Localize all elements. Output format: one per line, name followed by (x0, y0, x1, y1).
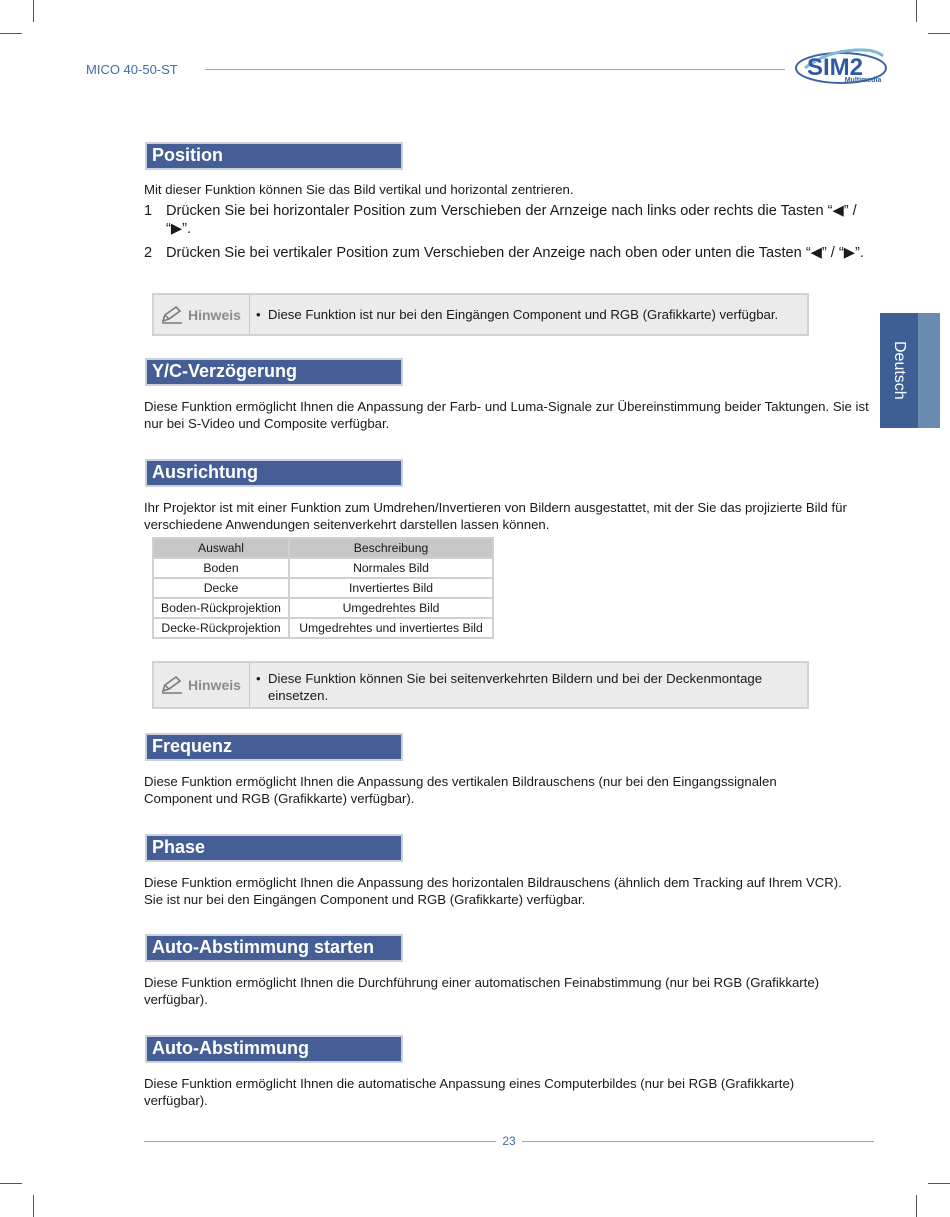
position-step-1 (144, 202, 879, 238)
crop-mark (0, 1183, 22, 1184)
table-row (153, 578, 493, 598)
auto-adjust-text: Diese Funktion ermöglicht Ihnen die automatische Anpassung eines Computerbildes (nur bei RGB (Grafikkarte) verfügbar). (144, 1076, 795, 1108)
section-title-auto-adjust: Auto-Abstimmung (145, 1035, 403, 1063)
table-cell: Normales Bild (289, 558, 493, 578)
note-label-text: Hinweis (188, 677, 241, 693)
note-text: Diese Funktion ist nur bei den Eingängen Component und RGB (Grafikkarte) verfügbar. (268, 307, 779, 322)
table-row (153, 618, 493, 638)
table-header-row (153, 538, 493, 558)
note-box-position (152, 293, 809, 336)
table-cell: Boden (153, 558, 289, 578)
crop-mark (916, 1195, 917, 1217)
crop-mark (0, 33, 22, 34)
table-cell: Umgedrehtes Bild (289, 598, 493, 618)
section-title-position: Position (145, 142, 403, 170)
logo-text: SIM2 (806, 54, 864, 81)
position-intro: Mit dieser Funktion können Sie das Bild vertikal und horizontal zentrieren. (144, 182, 574, 197)
crop-mark (928, 33, 950, 34)
page-number: 23 (502, 1134, 516, 1148)
table-row (153, 558, 493, 578)
table-header: Auswahl (153, 538, 289, 558)
crop-mark (33, 0, 34, 22)
note-body (250, 295, 807, 334)
note-body (250, 663, 807, 707)
bullet: • (256, 307, 261, 322)
section-title-auto-start: Auto-Abstimmung starten (145, 934, 403, 962)
footer-rule-left (144, 1141, 496, 1142)
section-title-alignment: Ausrichtung (145, 459, 403, 487)
frequency-text: Diese Funktion ermöglicht Ihnen die Anpassung des vertikalen Bildrauschens (nur bei den Eingangssignalen Component und RGB (Grafikkarte) verfügbar). (144, 774, 777, 806)
table-cell: Decke (153, 578, 289, 598)
logo-subtext: Multimedia (844, 77, 882, 84)
note-box-alignment (152, 661, 809, 709)
language-tab-label: Deutsch (891, 341, 908, 400)
table-cell: Decke-Rückprojektion (153, 618, 289, 638)
phase-text: Diese Funktion ermöglicht Ihnen die Anpassung des horizontalen Bildrauschens (ähnlich dem Tracking auf Ihrem VCR). Sie ist nur bei den Eingängen Component und RGB (Grafikkarte) verfügbar. (144, 875, 842, 907)
step-number: 2 (144, 245, 153, 261)
section-title-phase: Phase (145, 834, 403, 862)
section-title-yc-delay: Y/C-Verzögerung (145, 358, 403, 386)
note-text: Diese Funktion können Sie bei seitenverkehrten Bildern und bei der Deckenmontage einsetzen. (268, 671, 763, 703)
bullet: • (256, 671, 261, 686)
table-cell: Boden-Rückprojektion (153, 598, 289, 618)
yc-delay-text: Diese Funktion ermöglicht Ihnen die Anpassung der Farb- und Luma-Signale zur Übereinstimmung beider Taktungen. Sie ist nur bei S-Video und Composite verfügbar. (144, 399, 869, 431)
crop-mark (928, 1183, 950, 1184)
note-label-text: Hinweis (188, 306, 241, 323)
note-label (154, 663, 250, 707)
table-row (153, 598, 493, 618)
header-model: MICO 40-50-ST (86, 62, 178, 77)
alignment-text: Ihr Projektor ist mit einer Funktion zum Umdrehen/Invertieren von Bildern ausgestattet, mit der Sie das projizierte Bild für verschiedene Anwendungen seitenverkehrt darstellen lassen können. (144, 500, 847, 532)
header-rule (205, 69, 785, 70)
position-step-2 (144, 244, 879, 262)
language-tab-edge (918, 313, 940, 428)
section-title-frequency: Frequenz (145, 733, 403, 761)
step-number: 1 (144, 203, 153, 219)
alignment-table (152, 537, 494, 639)
footer-rule-right (522, 1141, 874, 1142)
step-text: Drücken Sie bei horizontaler Position zum Verschieben der Arnzeige nach links oder rechts die Tasten “◀” / “▶”. (166, 203, 857, 237)
crop-mark (33, 1195, 34, 1217)
table-header: Beschreibung (289, 538, 493, 558)
table-cell: Umgedrehtes und invertiertes Bild (289, 618, 493, 638)
step-text: Drücken Sie bei vertikaler Position zum Verschieben der Anzeige nach oben oder unten die Tasten “◀” / “▶”. (166, 245, 864, 261)
note-label (154, 295, 250, 334)
crop-mark (916, 0, 917, 22)
brand-logo (795, 44, 889, 86)
pencil-icon (160, 675, 184, 695)
table-cell: Invertiertes Bild (289, 578, 493, 598)
auto-start-text: Diese Funktion ermöglicht Ihnen die Durchführung einer automatischen Feinabstimmung (nur bei RGB (Grafikkarte) verfügbar). (144, 975, 820, 1007)
pencil-icon (160, 305, 184, 325)
